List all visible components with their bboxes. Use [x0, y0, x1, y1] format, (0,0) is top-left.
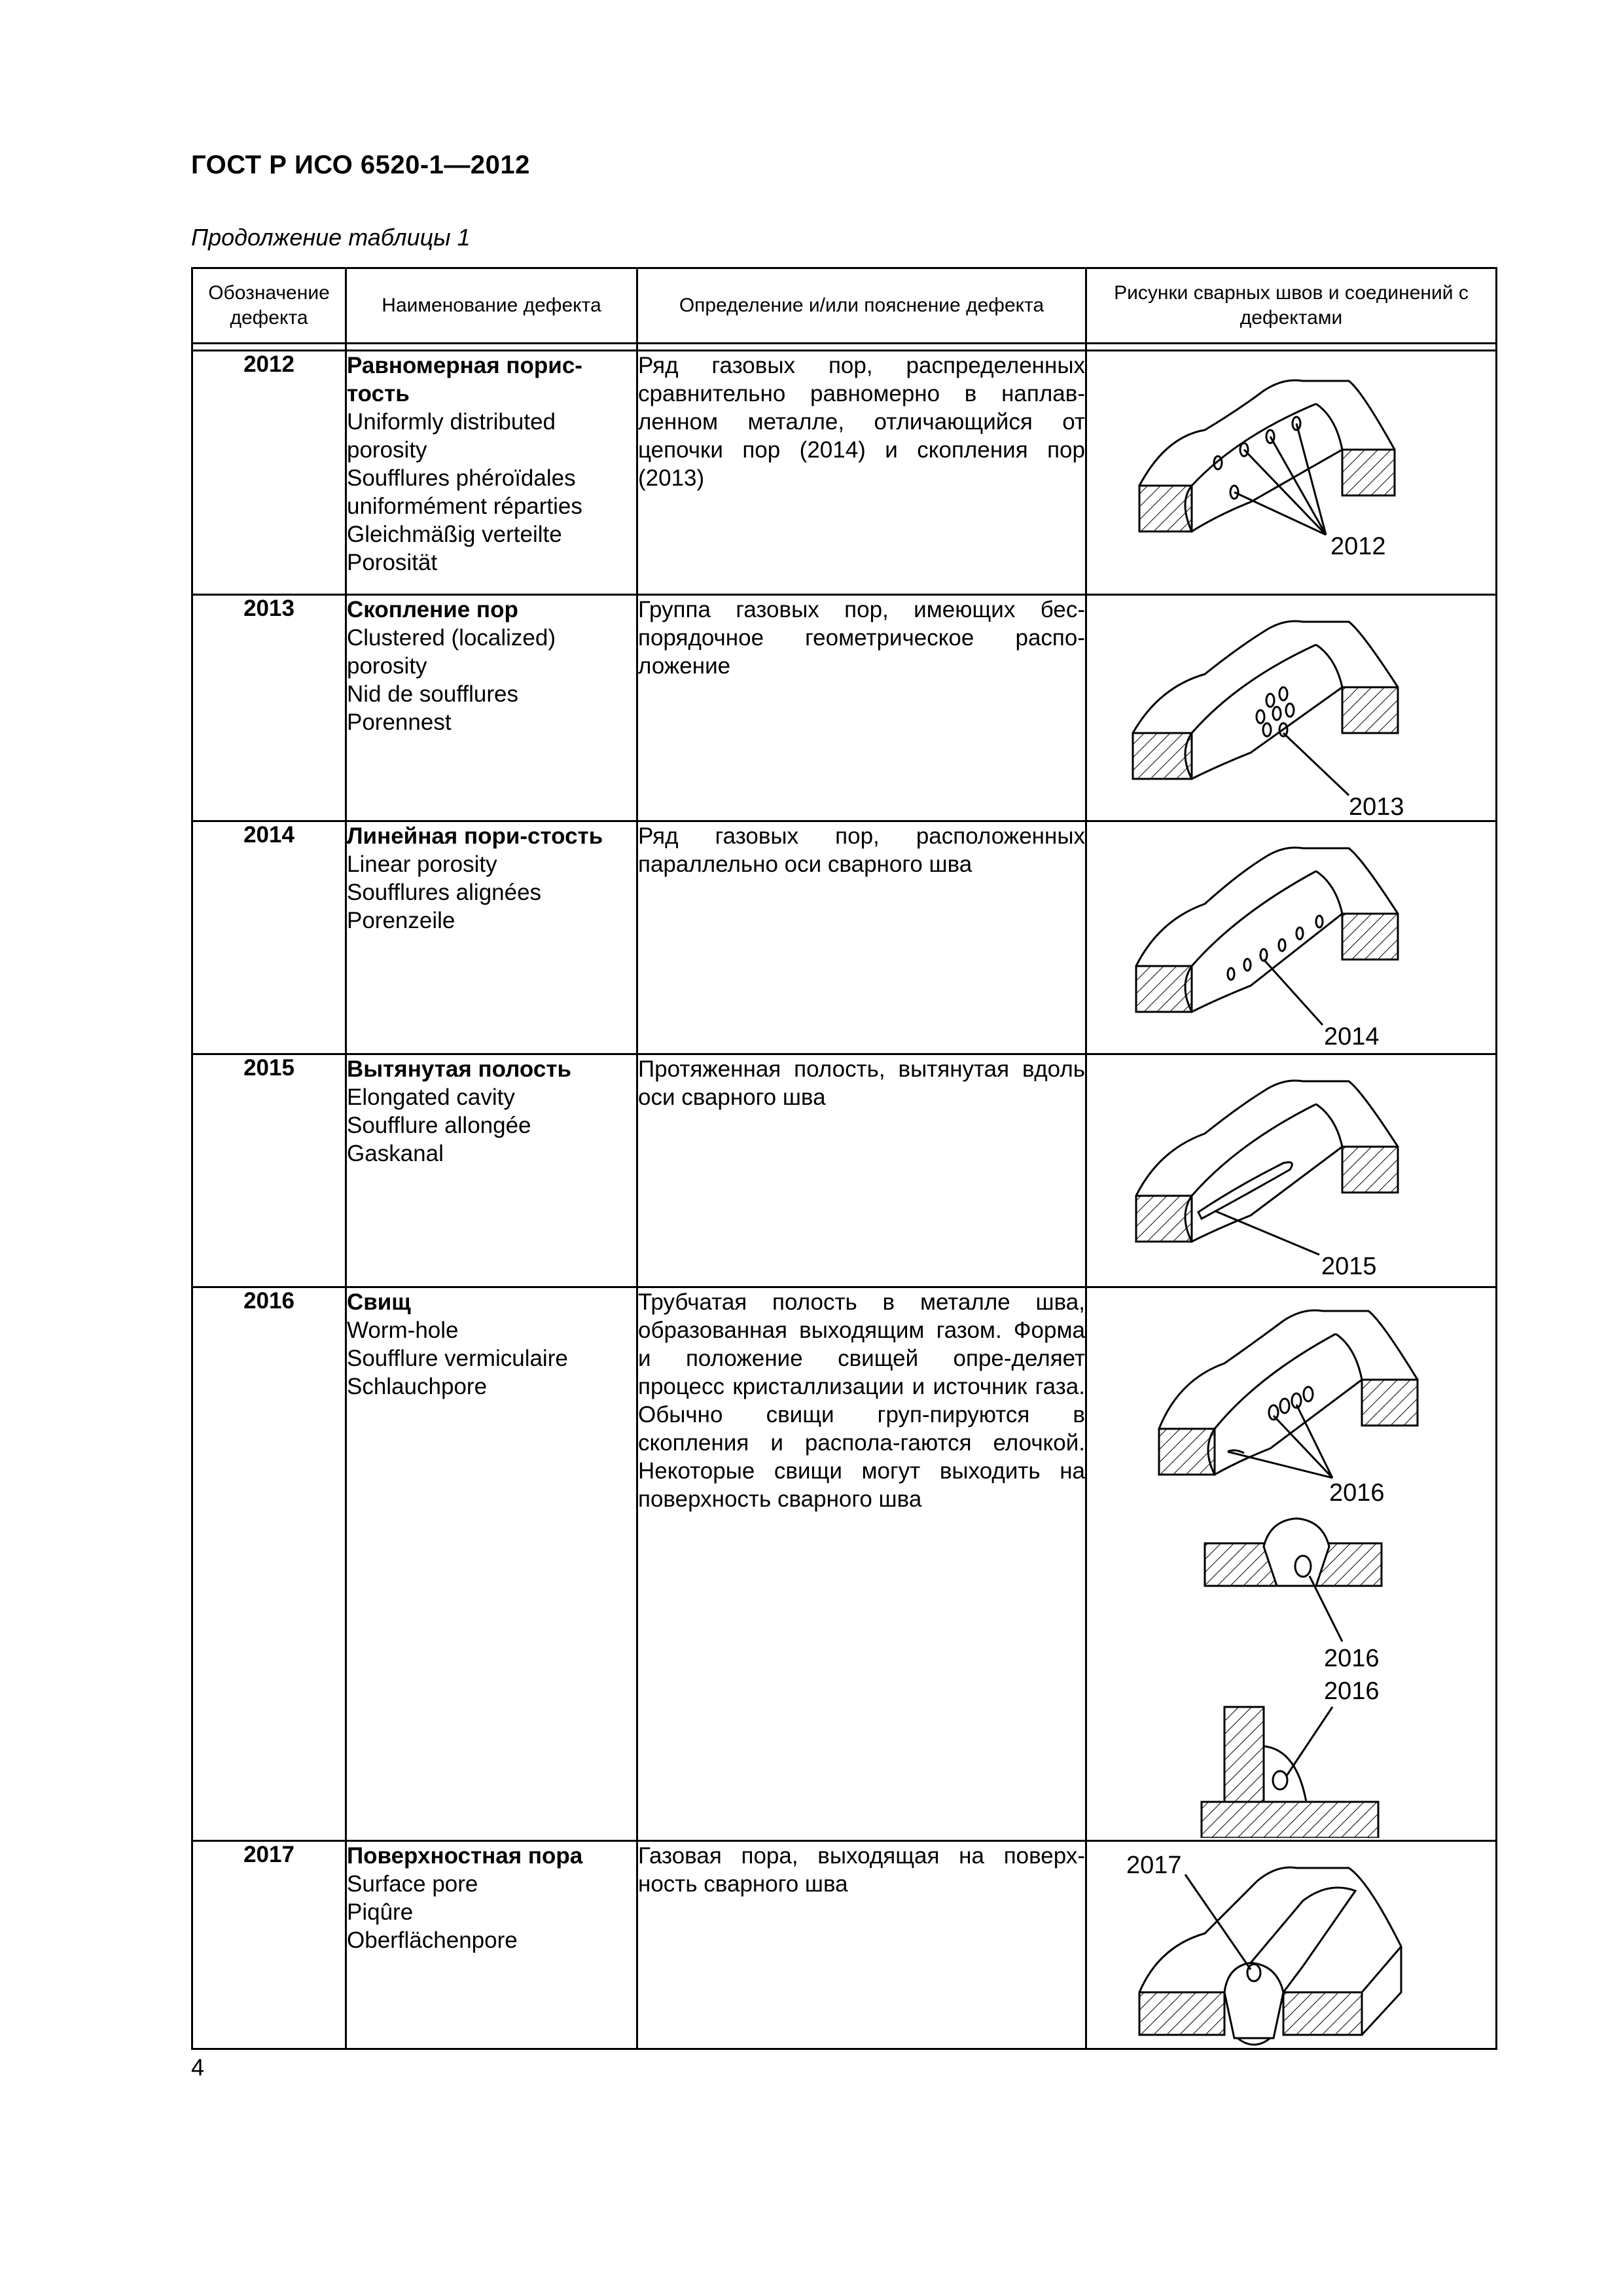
column-header-code: Обозначение дефекта — [192, 268, 346, 344]
defect-code: 2013 — [192, 595, 346, 821]
defect-name-ru: Поверхностная пора — [347, 1843, 583, 1869]
defect-code: 2016 — [192, 1287, 346, 1841]
table-continuation-caption: Продолжение таблицы 1 — [191, 224, 471, 251]
defect-name-fr: Nid de soufflures — [347, 681, 519, 707]
defect-name-de: Gleichmäßig verteilte Porosität — [347, 522, 562, 575]
weld-figure-2015 — [1087, 1055, 1497, 1284]
figure-label: 2014 — [1324, 1023, 1380, 1050]
defect-name-en: Worm-hole — [347, 1318, 459, 1343]
figure-label: 2016 — [1324, 1645, 1380, 1672]
defect-names — [346, 821, 637, 1054]
defect-figure — [1086, 1287, 1497, 1841]
figure-label: 2016 — [1324, 1677, 1380, 1705]
defect-names — [346, 351, 637, 595]
defect-definition: Группа газовых пор, имеющих бес-порядочное геометрическое распо-ложение — [637, 595, 1086, 821]
defect-definition: Ряд газовых пор, распределенных сравнительно равномерно в наплав-ленном металле, отличающийся от цепочки пор (2014) и скопления пор (2013) — [637, 351, 1086, 595]
table-row — [192, 1287, 1497, 1841]
weld-figure-2016 — [1087, 1288, 1497, 1838]
page-number: 4 — [191, 2054, 205, 2081]
document-title: ГОСТ Р ИСО 6520-1—2012 — [191, 151, 530, 179]
defect-name-ru: Вытянутая полость — [347, 1056, 571, 1082]
defect-names — [346, 595, 637, 821]
table-row — [192, 351, 1497, 595]
figure-label: 2013 — [1349, 793, 1404, 818]
table-row — [192, 1841, 1497, 2049]
defect-name-ru: Свищ — [347, 1289, 411, 1315]
defect-code: 2017 — [192, 1841, 346, 2049]
defect-name-fr: Soufflures phéroïdales uniformément réparties — [347, 465, 582, 519]
defect-name-en: Uniformly distributed porosity — [347, 409, 556, 463]
defect-figure — [1086, 351, 1497, 595]
defect-names — [346, 1287, 637, 1841]
defect-code: 2015 — [192, 1054, 346, 1287]
defect-name-en: Elongated cavity — [347, 1085, 515, 1110]
defect-name-fr: Soufflures alignées — [347, 880, 542, 905]
defect-name-ru: Линейная пори-стость — [347, 823, 603, 849]
defect-names — [346, 1054, 637, 1287]
defect-definition: Газовая пора, выходящая на поверх-ность сварного шва — [637, 1841, 1086, 2049]
figure-label: 2017 — [1126, 1852, 1182, 1879]
defect-name-de: Gaskanal — [347, 1141, 444, 1166]
defect-name-de: Oberflächenpore — [347, 1928, 518, 1953]
defect-name-fr: Piqûre — [347, 1899, 414, 1925]
defect-name-en: Surface pore — [347, 1871, 478, 1897]
weld-figure-2014 — [1087, 822, 1497, 1051]
defect-name-en: Linear porosity — [347, 852, 497, 877]
table-header-row — [192, 268, 1497, 344]
defect-figure — [1086, 821, 1497, 1054]
column-header-name: Наименование дефекта — [346, 268, 637, 344]
defect-figure — [1086, 1841, 1497, 2049]
defect-definition: Трубчатая полость в металле шва, образованная выходящим газом. Форма и положение свищей опре-деляет процесс кристаллизации и источник газа. Обычно свищи груп-пируются в скопления и распола-гаются елочкой. Некоторые свищи могут выходить на поверхность сварного шва — [637, 1287, 1086, 1841]
table-row — [192, 595, 1497, 821]
weld-figure-2012 — [1087, 351, 1497, 592]
defect-definition: Протяженная полость, вытянутая вдоль оси сварного шва — [637, 1054, 1086, 1287]
defect-code: 2012 — [192, 351, 346, 595]
figure-label: 2016 — [1329, 1479, 1385, 1507]
defect-name-ru: Скопление пор — [347, 597, 518, 622]
table-row — [192, 821, 1497, 1054]
defect-name-fr: Soufflure vermiculaire — [347, 1346, 568, 1371]
defect-name-fr: Soufflure allongée — [347, 1113, 531, 1138]
defect-figure — [1086, 1054, 1497, 1287]
defect-definition: Ряд газовых пор, расположенных параллельно оси сварного шва — [637, 821, 1086, 1054]
defect-name-en: Clustered (localized) porosity — [347, 625, 556, 679]
column-header-figures: Рисунки сварных швов и соединений с дефектами — [1086, 268, 1497, 344]
defect-name-ru: Равномерная порис-тость — [347, 353, 582, 406]
defect-figure — [1086, 595, 1497, 821]
table-row — [192, 1054, 1497, 1287]
defect-code: 2014 — [192, 821, 346, 1054]
figure-label: 2012 — [1330, 533, 1386, 560]
column-header-definition: Определение и/или пояснение дефекта — [637, 268, 1086, 344]
figure-label: 2015 — [1321, 1253, 1377, 1280]
defect-name-de: Porennest — [347, 709, 452, 735]
header-separator — [192, 344, 1497, 351]
weld-figure-2013 — [1087, 596, 1497, 818]
defect-name-de: Schlauchpore — [347, 1374, 488, 1399]
defects-table — [191, 267, 1497, 2050]
weld-figure-2017 — [1087, 1842, 1497, 2046]
defect-names — [346, 1841, 637, 2049]
defect-name-de: Porenzeile — [347, 908, 455, 933]
